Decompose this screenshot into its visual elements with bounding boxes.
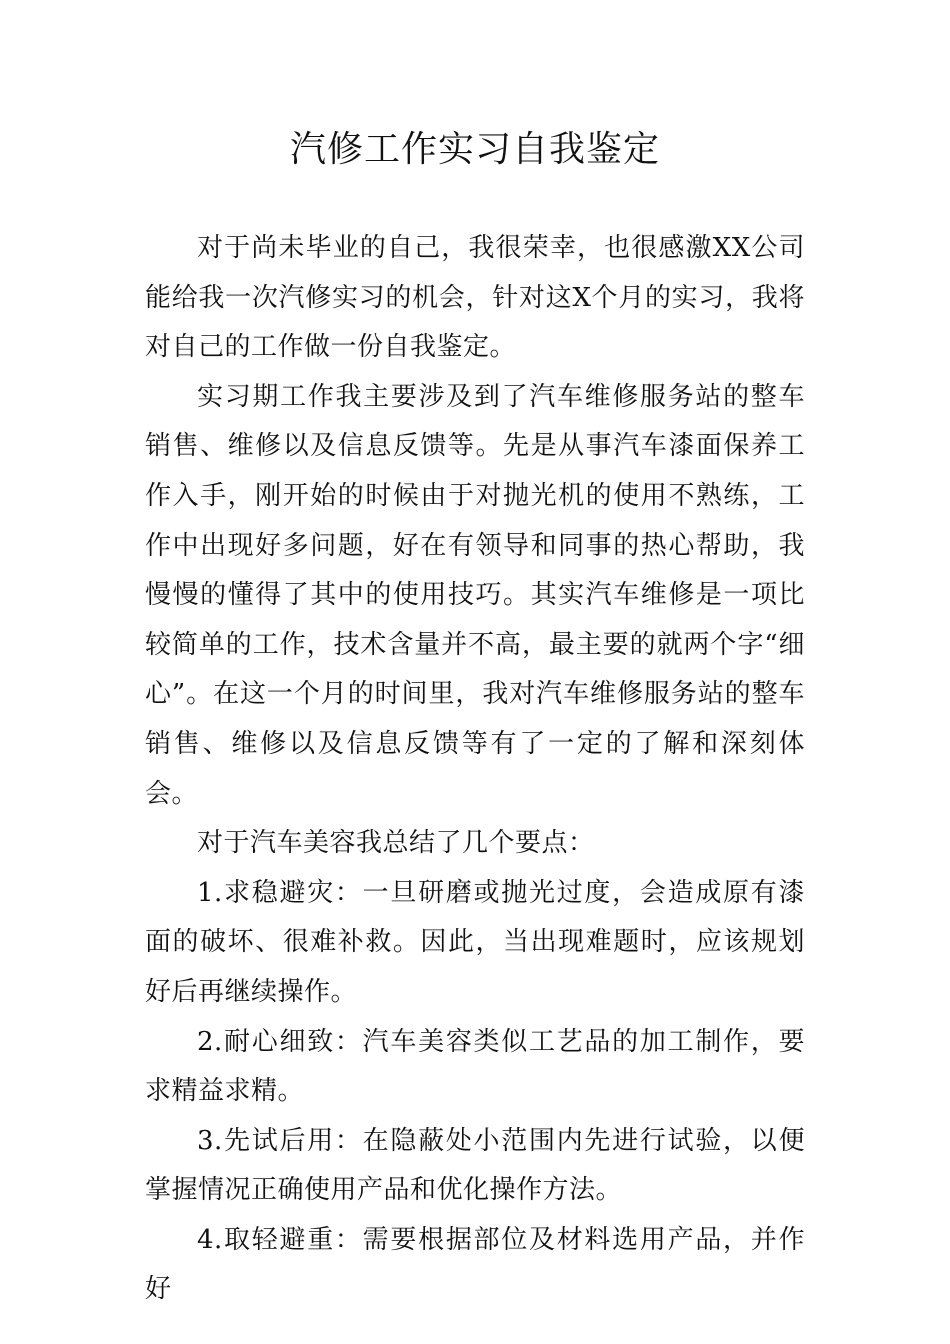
document-title: 汽修工作实习自我鉴定 (289, 129, 660, 170)
paragraph-key-points-intro: 对于汽车美容我总结了几个要点： (197, 828, 595, 859)
paragraph-point-1: 1.求稳避灾：一旦研磨或抛光过度，会造成原有漆面的破坏、很难补救。因此，当出现难题时，应该规划好后再继续操作。 (145, 877, 805, 1007)
paragraph-intro: 对于尚未毕业的自己，我很荣幸，也很感激XX公司能给我一次汽修实习的机会，针对这X个月的实习，我将对自己的工作做一份自我鉴定。 (145, 233, 805, 363)
paragraph-point-2: 2.耐心细致：汽车美容类似工艺品的加工制作，要求精益求精。 (145, 1026, 805, 1107)
paragraph-work-content: 实习期工作我主要涉及到了汽车维修服务站的整车销售、维修以及信息反馈等。先是从事汽车漆面保养工作入手，刚开始的时候由于对抛光机的使用不熟练，工作中出现好多问题，好在有领导和同事的热心帮助，我慢慢的懂得了其中的使用技巧。其实汽车维修是一项比较简单的工作，技术含量并不高，最主要的就两个字“细心”。在这一个月的时间里，我对汽车维修服务站的整车销售、维修以及信息反馈等有了一定的了解和深刻体会。 (145, 381, 805, 809)
document-body (145, 224, 805, 1315)
paragraph-point-4: 4.取轻避重：需要根据部位及材料选用产品，并作好 (145, 1224, 805, 1305)
paragraph-point-3: 3.先试后用：在隐蔽处小范围内先进行试验，以便掌握情况正确使用产品和优化操作方法。 (145, 1125, 805, 1206)
